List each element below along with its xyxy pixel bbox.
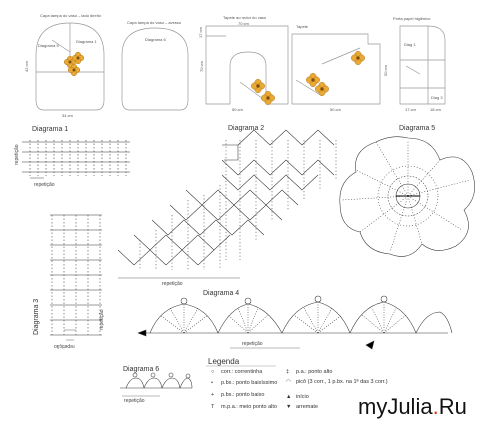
paper-holder-outline [400,26,428,104]
lid-back-diagram-ref: Diagrama 6 [145,37,166,42]
rug-around-outline [206,26,288,104]
rug-around-w1: 70 cm [238,21,249,26]
diagram-5-chart [340,137,475,257]
repeat-label-d3-side: repetição [99,309,105,330]
diagram-2-label: Diagrama 2 [228,125,265,132]
repeat-label-d1-side: repetição [14,144,20,165]
repeat-label-d6: repetição [124,398,145,404]
legend-symbol-half-double: T [211,404,215,410]
diagram-6-label: Diagrama 6 [123,366,160,373]
legend-text-start: início [296,394,309,400]
brand-tld: Ru [438,394,467,419]
rug-around-h1: 70 cm [199,61,204,72]
lid-front-title: Capa tampa do vaso – lado direito [40,13,101,18]
diagram-4-label: Diagrama 4 [203,290,240,297]
paper-holder-diag-b: Diag 3 [431,95,443,100]
lid-back-title: Capa tampa do vaso – avesso [127,20,182,25]
paper-holder-w2: 18 cm [430,107,441,112]
brand-name: myJulia [358,394,433,419]
legend-text-chain: corr.: correntinha [221,369,263,375]
flower-motifs [64,51,365,104]
rug-outline [292,34,380,104]
brand-dot: . [432,394,439,419]
diagram-1-chart [22,140,130,178]
diagram-4-chart [138,296,452,349]
legend-symbol-slip: • [211,380,213,386]
lid-front-inner-ref: Diagrama 1 [76,39,97,44]
rug-around-w2: 50 cm [232,107,243,112]
legend-symbol-picot: ◠ [286,379,291,385]
paper-holder-title: Porta papel higiênico [393,16,431,21]
legend-title: Legenda [208,357,240,366]
repeat-label-d3-inverted: repetição [54,343,75,349]
rug-height: 50 cm [383,65,388,76]
diagram-3-chart [50,215,102,340]
legend-text-double: p.a.: ponto alto [296,369,333,375]
legend-text-finish: arremate [296,404,319,410]
diagram-3-label: Diagrama 3 [33,298,40,335]
lid-front-height: 42 cm [24,61,29,72]
paper-holder-diag-a: Diag 1 [404,42,416,47]
legend-text-picot: picô (3 corr., 1 p.bx. na 1ª das 3 corr.) [296,379,388,385]
lid-front-width: 34 cm [62,113,73,118]
diagram-5-label: Diagrama 5 [399,125,436,132]
diagram-2-chart [118,130,336,278]
brand-watermark [358,396,467,418]
rug-width: 50 cm [330,107,341,112]
diagram-1-label: Diagrama 1 [32,126,69,133]
rug-around-title: Tapete ao redor do vaso [223,15,267,20]
legend-text-single: p.bx.: ponto baixo [221,392,265,398]
lid-front-diagram-ref: Diagrama 5 [38,43,59,48]
repeat-label-d2: repetição [162,281,183,287]
legend-text-half-double: m.p.a.: meio ponto alto [221,404,277,410]
repeat-label-d4: repetição [242,341,263,347]
legend-symbol-finish: ▼ [286,404,292,410]
diagram-6-chart [120,373,192,396]
legend-symbol-double: ‡ [286,369,290,375]
legend-text-slip: p.bx.: ponto baixíssimo [221,380,278,386]
legend-symbol-single: + [211,392,215,398]
legend-symbol-start: ▲ [286,394,292,400]
legend-symbol-chain: ○ [211,369,215,375]
rug-title: Tapete [296,24,309,29]
paper-holder-w1: 17 cm [405,107,416,112]
rug-around-h2: 17 cm [198,27,203,38]
repeat-label-d1: repetição [34,182,55,188]
